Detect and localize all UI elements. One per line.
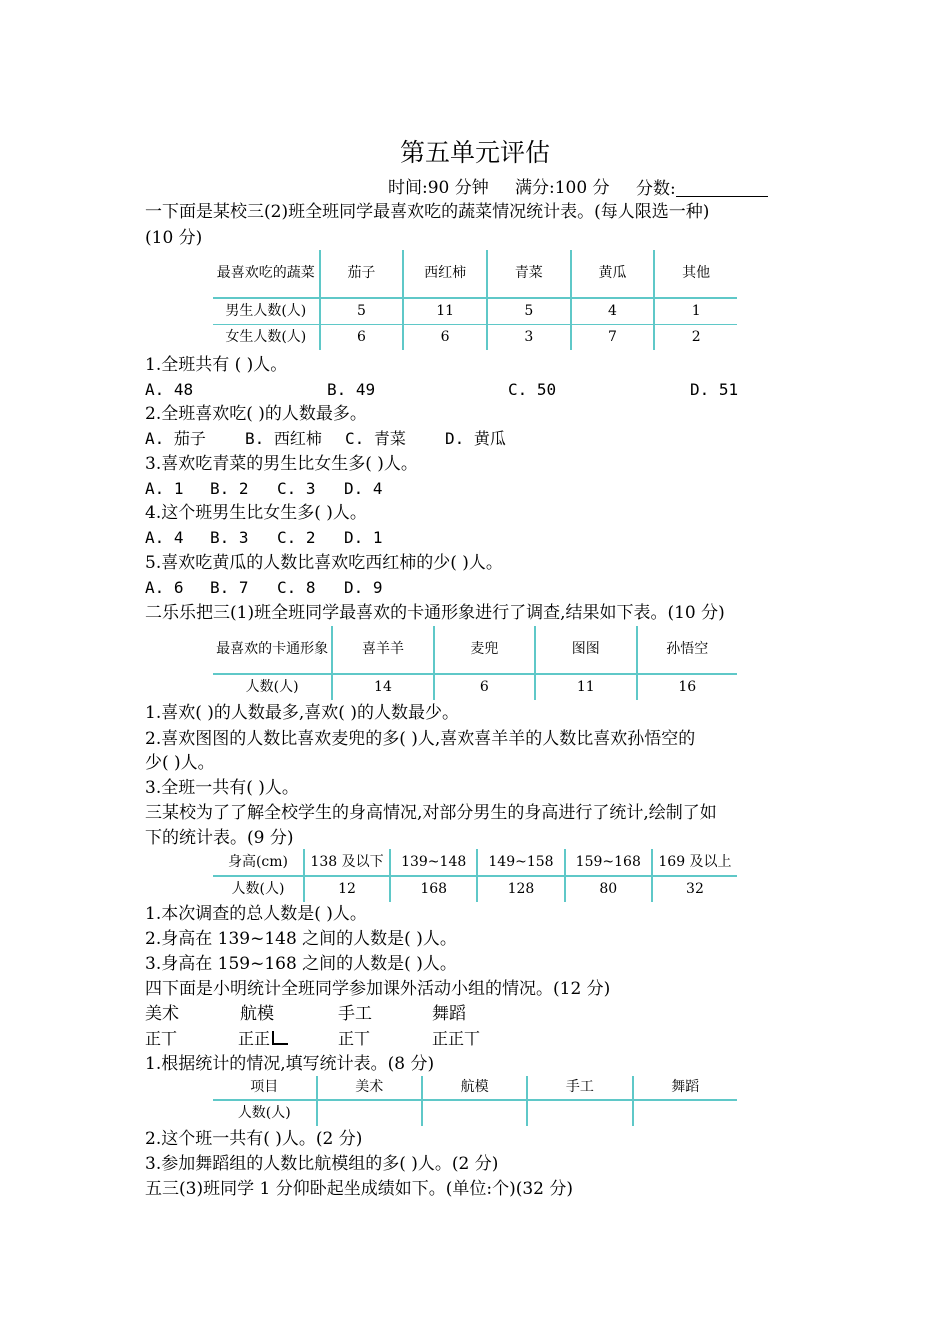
height-table xyxy=(213,849,737,902)
q5-option-c: C. 8 xyxy=(277,578,316,597)
table-input-cell[interactable] xyxy=(317,1100,422,1126)
table-cell: 3 xyxy=(487,324,571,350)
table-header-cell: 喜羊羊 xyxy=(332,626,433,674)
vegetable-table xyxy=(213,250,737,350)
table-header-cell: 黄瓜 xyxy=(571,250,655,298)
s4-intro: 四下面是小明统计全班同学参加课外活动小组的情况。(12 分) xyxy=(145,979,611,999)
table-header-cell: 149~158 xyxy=(477,849,564,876)
table-row-label: 人数(人) xyxy=(237,1105,291,1122)
q3-option-c: C. 3 xyxy=(277,479,316,498)
q3-option-a: A. 1 xyxy=(145,479,184,498)
s4-question-1: 1.根据统计的情况,填写统计表。(8 分) xyxy=(145,1054,435,1074)
table-row-label: 人数(人) xyxy=(245,679,299,696)
table-cell: 6 xyxy=(403,324,487,350)
table-input-cell[interactable] xyxy=(422,1100,527,1126)
table-cell: 5 xyxy=(487,298,571,324)
q4-option-c: C. 2 xyxy=(277,528,316,547)
table-cell: 128 xyxy=(477,876,564,902)
tally-partial-mark xyxy=(272,1031,288,1045)
tally-model-text: 正正 xyxy=(238,1029,271,1048)
tally-craft: 正丅 xyxy=(338,1029,371,1048)
tally-model xyxy=(238,1031,288,1047)
table-header-cell: 青菜 xyxy=(487,250,571,298)
s1-question-1: 1.全班共有 ( )人。 xyxy=(145,355,288,375)
table-header-cell: 169 及以上 xyxy=(652,849,737,876)
table-cell: 6 xyxy=(320,324,404,350)
q1-option-b: B. 49 xyxy=(327,380,376,399)
full-score: 满分:100 分 xyxy=(515,178,610,198)
q5-option-b: B. 7 xyxy=(210,578,249,597)
table-cell: 16 xyxy=(637,674,737,700)
table-cell: 11 xyxy=(403,298,487,324)
s1-question-2: 2.全班喜欢吃( )的人数最多。 xyxy=(145,404,367,424)
table-header-cell: 手工 xyxy=(527,1076,632,1100)
s3-question-2: 2.身高在 139~148 之间的人数是( )人。 xyxy=(145,929,457,949)
table-header-cell: 138 及以下 xyxy=(304,849,390,876)
score-text: 分数: xyxy=(636,179,676,199)
s5-intro: 五三(3)班同学 1 分仰卧起坐成绩如下。(单位:个)(32 分) xyxy=(145,1179,573,1199)
s4-question-2: 2.这个班一共有( )人。(2 分) xyxy=(145,1129,363,1149)
table-cell: 1 xyxy=(654,298,737,324)
tally-dance: 正正丅 xyxy=(432,1029,481,1048)
page-title: 第五单元评估 xyxy=(400,138,551,167)
q1-option-d: D. 51 xyxy=(690,380,739,399)
table-cell: 12 xyxy=(304,876,390,902)
table-cell: 168 xyxy=(390,876,477,902)
table-input-cell[interactable] xyxy=(527,1100,632,1126)
table-cell: 7 xyxy=(571,324,655,350)
q2-option-c: C. 青菜 xyxy=(345,429,406,448)
table-cell: 6 xyxy=(434,674,535,700)
table-cell: 4 xyxy=(571,298,655,324)
s3-intro-line1: 三某校为了了解全校学生的身高情况,对部分男生的身高进行了统计,绘制了如 xyxy=(145,803,717,823)
table-cell: 5 xyxy=(320,298,404,324)
q2-option-b: B. 西红柿 xyxy=(245,429,322,448)
q2-option-d: D. 黄瓜 xyxy=(445,429,506,448)
score-blank[interactable] xyxy=(676,180,768,197)
q5-option-a: A. 6 xyxy=(145,578,184,597)
s3-question-1: 1.本次调查的总人数是( )人。 xyxy=(145,904,367,924)
s1-question-3: 3.喜欢吃青菜的男生比女生多( )人。 xyxy=(145,454,418,474)
table-header-cell: 159~168 xyxy=(565,849,652,876)
table-row-label: 女生人数(人) xyxy=(225,328,307,345)
table-row-label: 人数(人) xyxy=(231,881,285,898)
s1-question-5: 5.喜欢吃黄瓜的人数比喜欢吃西红柿的少( )人。 xyxy=(145,553,503,573)
q4-option-b: B. 3 xyxy=(210,528,249,547)
activity-table xyxy=(213,1076,737,1126)
table-header-cell: 项目 xyxy=(213,1076,317,1100)
table-header-cell: 139~148 xyxy=(390,849,477,876)
table-header-cell: 图图 xyxy=(535,626,636,674)
table-cell: 2 xyxy=(654,324,737,350)
s1-question-4: 4.这个班男生比女生多( )人。 xyxy=(145,503,367,523)
group-label-craft: 手工 xyxy=(338,1004,372,1024)
group-label-model: 航模 xyxy=(240,1004,274,1024)
q4-option-d: D. 1 xyxy=(344,528,383,547)
table-header-cell: 美术 xyxy=(317,1076,422,1100)
s2-question-3: 3.全班一共有( )人。 xyxy=(145,778,299,798)
s4-question-3: 3.参加舞蹈组的人数比航模组的多( )人。(2 分) xyxy=(145,1154,499,1174)
q2-option-a: A. 茄子 xyxy=(145,429,206,448)
group-label-art: 美术 xyxy=(145,1004,179,1024)
s3-intro-line2: 下的统计表。(9 分) xyxy=(145,828,294,848)
q3-option-b: B. 2 xyxy=(210,479,249,498)
s2-question-2-line2: 少( )人。 xyxy=(145,753,215,773)
s3-question-3: 3.身高在 159~168 之间的人数是( )人。 xyxy=(145,954,457,974)
table-header-cell: 茄子 xyxy=(320,250,404,298)
q4-option-a: A. 4 xyxy=(145,528,184,547)
s1-intro-line2: (10 分) xyxy=(145,228,203,248)
table-header-cell: 最喜欢的卡通形象 xyxy=(213,626,332,674)
time-limit: 时间:90 分钟 xyxy=(388,178,489,198)
table-header-cell: 其他 xyxy=(654,250,737,298)
table-header-cell: 航模 xyxy=(422,1076,527,1100)
table-cell: 11 xyxy=(535,674,636,700)
table-header-cell: 西红柿 xyxy=(403,250,487,298)
s2-question-1: 1.喜欢( )的人数最多,喜欢( )的人数最少。 xyxy=(145,703,459,723)
score-label xyxy=(636,180,768,198)
s2-intro: 二乐乐把三(1)班全班同学最喜欢的卡通形象进行了调查,结果如下表。(10 分) xyxy=(145,603,725,623)
table-row-label: 男生人数(人) xyxy=(213,298,320,324)
table-input-cell[interactable] xyxy=(633,1100,737,1126)
table-header-cell: 身高(cm) xyxy=(213,849,304,876)
q5-option-d: D. 9 xyxy=(344,578,383,597)
s2-question-2-line1: 2.喜欢图图的人数比喜欢麦兜的多( )人,喜欢喜羊羊的人数比喜欢孙悟空的 xyxy=(145,729,696,749)
tally-art: 正丅 xyxy=(145,1029,178,1048)
table-cell: 80 xyxy=(565,876,652,902)
q3-option-d: D. 4 xyxy=(344,479,383,498)
s1-intro-line1: 一下面是某校三(2)班全班同学最喜欢吃的蔬菜情况统计表。(每人限选一种) xyxy=(145,202,710,222)
table-cell: 32 xyxy=(652,876,737,902)
table-header-cell: 麦兜 xyxy=(434,626,535,674)
q1-option-c: C. 50 xyxy=(508,380,557,399)
group-label-dance: 舞蹈 xyxy=(432,1004,466,1024)
table-header-cell: 孙悟空 xyxy=(637,626,737,674)
q1-option-a: A. 48 xyxy=(145,380,194,399)
cartoon-table xyxy=(213,626,737,700)
table-cell: 14 xyxy=(332,674,433,700)
table-header-cell: 最喜欢吃的蔬菜 xyxy=(213,250,320,298)
table-header-cell: 舞蹈 xyxy=(633,1076,737,1100)
